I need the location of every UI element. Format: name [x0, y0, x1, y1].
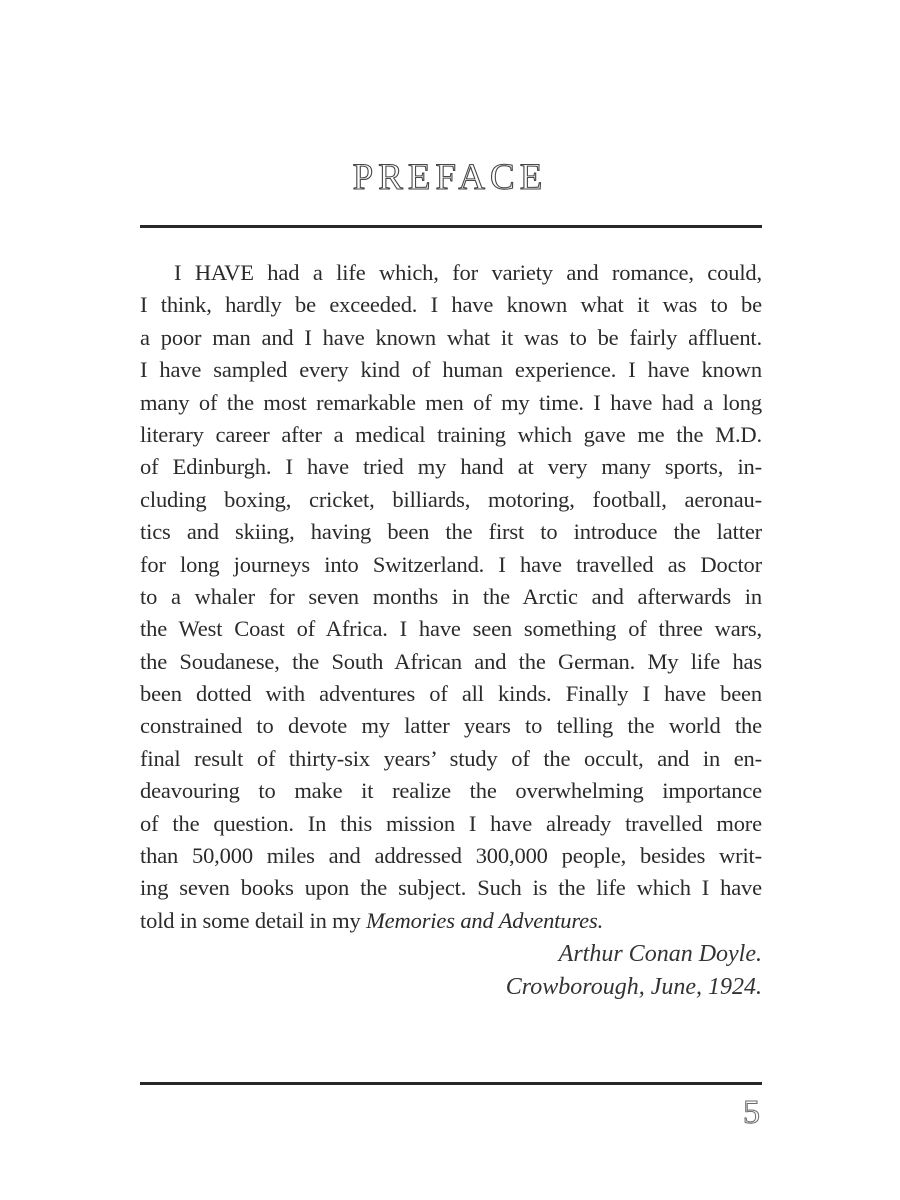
- bottom-rule-divider: [140, 1082, 762, 1085]
- paragraph-line: ing seven books upon the subject. Such is the life which I have: [140, 875, 762, 901]
- paragraph-line: the Soudanese, the South African and the German. My life has: [140, 648, 762, 674]
- paragraph-line: of Edinburgh. I have tried my hand at very many sports, in-: [140, 454, 762, 480]
- book-title-reference: Memories and Adventures.: [366, 907, 604, 933]
- paragraph-line: I think, hardly be exceeded. I have known what it was to be: [140, 292, 762, 318]
- preface-paragraph: [140, 257, 762, 937]
- paragraph-line: I have sampled every kind of human experience. I have known: [140, 357, 762, 383]
- page-title: PREFACE: [352, 157, 548, 198]
- page-number: 5: [743, 1094, 760, 1131]
- paragraph-line: constrained to devote my latter years to telling the world the: [140, 713, 762, 739]
- paragraph-line: a poor man and I have known what it was to be fairly affluent.: [140, 324, 762, 350]
- paragraph-line: been dotted with adventures of all kinds. Finally I have been: [140, 681, 762, 707]
- last-line-text: told in some detail in my: [140, 907, 367, 933]
- place-date-line: Crowborough, June, 1924.: [505, 974, 762, 1000]
- signature-block: [262, 938, 762, 1004]
- paragraph-line: than 50,000 miles and addressed 300,000 people, besides writ-: [140, 843, 762, 869]
- paragraph-line: the West Coast of Africa. I have seen something of three wars,: [140, 616, 762, 642]
- paragraph-line: for long journeys into Switzerland. I have travelled as Doctor: [140, 551, 762, 577]
- paragraph-line: tics and skiing, having been the first to introduce the latter: [140, 519, 762, 545]
- paragraph-last-line: [140, 905, 762, 937]
- paragraph-line: I HAVE had a life which, for variety and romance, could,: [174, 260, 762, 285]
- author-signature: Arthur Conan Doyle.: [558, 941, 762, 967]
- paragraph-line: many of the most remarkable men of my time. I have had a long: [140, 389, 762, 415]
- paragraph-line: to a whaler for seven months in the Arctic and afterwards in: [140, 583, 762, 609]
- paragraph-line: of the question. In this mission I have already travelled more: [140, 810, 762, 836]
- paragraph-line: cluding boxing, cricket, billiards, motoring, football, aeronau-: [140, 486, 762, 512]
- top-rule-divider: [140, 225, 762, 228]
- paragraph-line: deavouring to make it realize the overwhelming importance: [140, 778, 762, 804]
- paragraph-line: final result of thirty-six years’ study of the occult, and in en-: [140, 745, 762, 771]
- paragraph-line: literary career after a medical training which gave me the M.D.: [140, 421, 762, 447]
